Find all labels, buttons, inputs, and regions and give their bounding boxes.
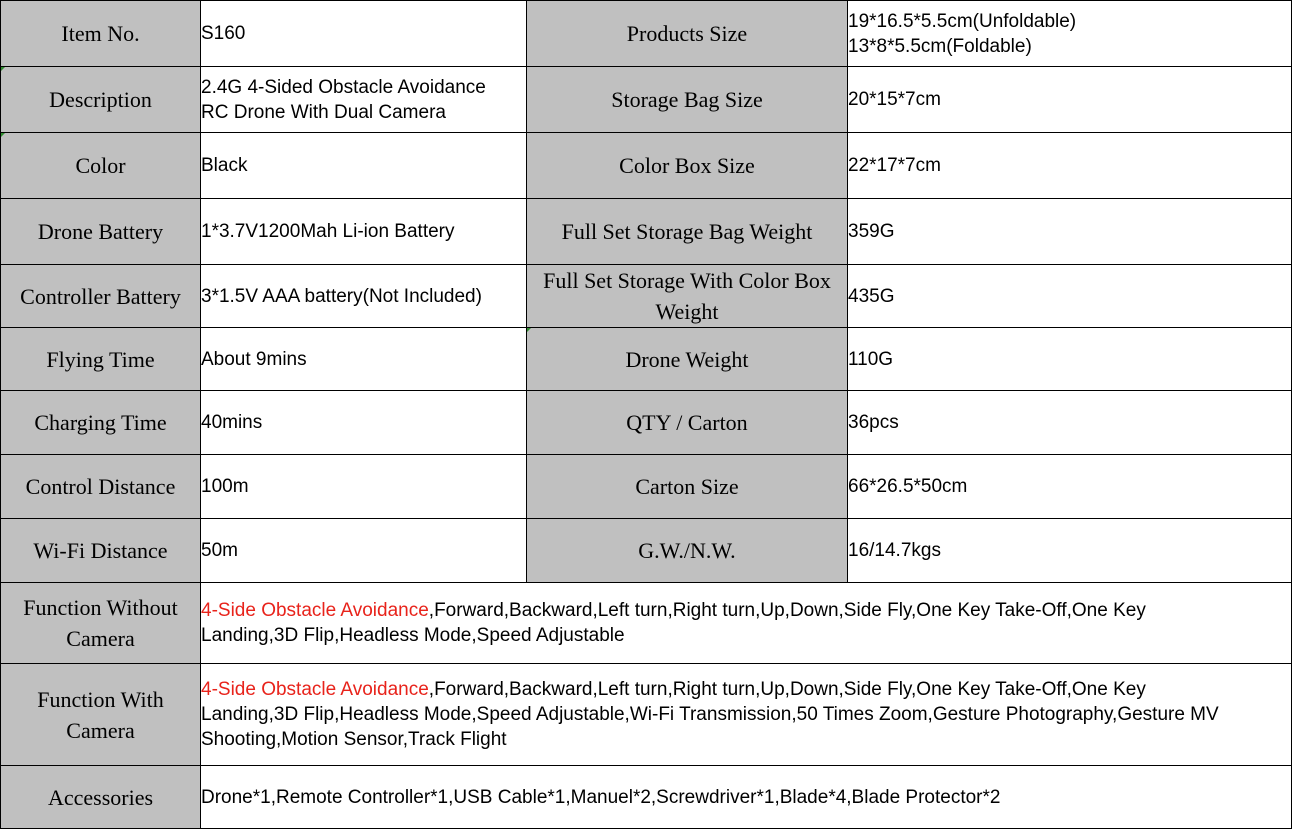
value-controller-battery: 3*1.5V AAA battery(Not Included)	[201, 265, 527, 328]
label-function-without-line1: Function Without	[23, 595, 178, 620]
value-color: Black	[201, 133, 527, 199]
table-row	[1, 199, 1292, 265]
label-color: Color	[1, 133, 201, 199]
function-without-line1-rest: ,Forward,Backward,Left turn,Right turn,Up,Down,Side Fly,One Key Take-Off,One Key	[428, 600, 1146, 621]
value-accessories: Drone*1,Remote Controller*1,USB Cable*1,Manuel*2,Screwdriver*1,Blade*4,Blade Protector*2	[201, 766, 1292, 829]
value-qty-carton: 36pcs	[848, 391, 1292, 455]
table-row	[1, 766, 1292, 829]
label-function-with-line1: Function With	[37, 686, 164, 712]
label-color-box-weight-line1: Full Set Storage With Color Box	[543, 268, 831, 293]
label-wifi-distance: Wi-Fi Distance	[1, 519, 201, 583]
value-gw-nw: 16/14.7kgs	[848, 519, 1292, 583]
value-carton-size: 66*26.5*50cm	[848, 455, 1292, 519]
value-products-size	[848, 1, 1292, 67]
value-function-with-camera	[201, 664, 1292, 766]
cell-marker	[1, 133, 5, 137]
value-description-line2: RC Drone With Dual Camera	[201, 101, 446, 123]
value-products-size-foldable: 13*8*5.5cm(Foldable)	[848, 35, 1032, 57]
value-storage-bag-size: 20*15*7cm	[848, 67, 1292, 133]
label-accessories: Accessories	[1, 766, 201, 829]
label-control-distance: Control Distance	[1, 455, 201, 519]
label-function-with-camera	[1, 664, 201, 766]
label-storage-bag-size: Storage Bag Size	[527, 67, 848, 133]
value-color-box-weight: 435G	[848, 265, 1292, 328]
obstacle-avoidance-highlight: 4-Side Obstacle Avoidance	[201, 600, 429, 621]
table-row	[1, 455, 1292, 519]
value-wifi-distance: 50m	[201, 519, 527, 583]
label-drone-weight: Drone Weight	[527, 328, 848, 391]
label-qty-carton: QTY / Carton	[527, 391, 848, 455]
cell-marker	[1, 67, 5, 71]
label-products-size: Products Size	[527, 1, 848, 67]
value-color-box-size: 22*17*7cm	[848, 133, 1292, 199]
function-with-line3: Shooting,Motion Sensor,Track Flight	[201, 729, 507, 750]
value-control-distance: 100m	[201, 455, 527, 519]
label-drone-battery: Drone Battery	[1, 199, 201, 265]
label-function-with-line2: Camera	[66, 717, 135, 743]
label-color-box-size: Color Box Size	[527, 133, 848, 199]
value-function-without-camera	[201, 583, 1292, 664]
value-charging-time: 40mins	[201, 391, 527, 455]
value-products-size-unfoldable: 19*16.5*5.5cm(Unfoldable)	[848, 10, 1077, 32]
table-row	[1, 583, 1292, 664]
label-flying-time: Flying Time	[1, 328, 201, 391]
label-color-box-weight	[527, 265, 848, 328]
function-without-line1	[201, 598, 1291, 623]
value-storage-bag-weight: 359G	[848, 199, 1292, 265]
table-row	[1, 391, 1292, 455]
label-gw-nw: G.W./N.W.	[527, 519, 848, 583]
value-flying-time: About 9mins	[201, 328, 527, 391]
label-controller-battery: Controller Battery	[1, 265, 201, 328]
label-item-no: Item No.	[1, 1, 201, 67]
label-charging-time: Charging Time	[1, 391, 201, 455]
value-description	[201, 67, 527, 133]
table-row	[1, 328, 1292, 391]
value-description-line1: 2.4G 4-Sided Obstacle Avoidance	[201, 76, 486, 98]
table-row	[1, 519, 1292, 583]
value-drone-weight: 110G	[848, 328, 1292, 391]
obstacle-avoidance-highlight: 4-Side Obstacle Avoidance	[201, 679, 429, 700]
value-item-no: S160	[201, 1, 527, 67]
table-row	[1, 1, 1292, 67]
table-row	[1, 133, 1292, 199]
table-row	[1, 265, 1292, 328]
label-description: Description	[1, 67, 201, 133]
label-carton-size: Carton Size	[527, 455, 848, 519]
function-with-line1-rest: ,Forward,Backward,Left turn,Right turn,Up,Down,Side Fly,One Key Take-Off,One Key	[428, 679, 1146, 700]
label-storage-bag-weight: Full Set Storage Bag Weight	[527, 199, 848, 265]
cell-marker	[527, 328, 531, 332]
label-function-without-line2: Camera	[66, 626, 135, 651]
table-row	[1, 67, 1292, 133]
function-with-line2: Landing,3D Flip,Headless Mode,Speed Adjustable,Wi-Fi Transmission,50 Times Zoom,Gesture Photography,Gesture MV	[201, 704, 1219, 725]
function-without-line2: Landing,3D Flip,Headless Mode,Speed Adjustable	[201, 625, 625, 646]
label-color-box-weight-line2: Weight	[655, 299, 719, 324]
function-with-line1	[201, 677, 1291, 702]
label-function-without-camera	[1, 583, 201, 664]
table-row	[1, 664, 1292, 766]
value-drone-battery: 1*3.7V1200Mah Li-ion Battery	[201, 199, 527, 265]
